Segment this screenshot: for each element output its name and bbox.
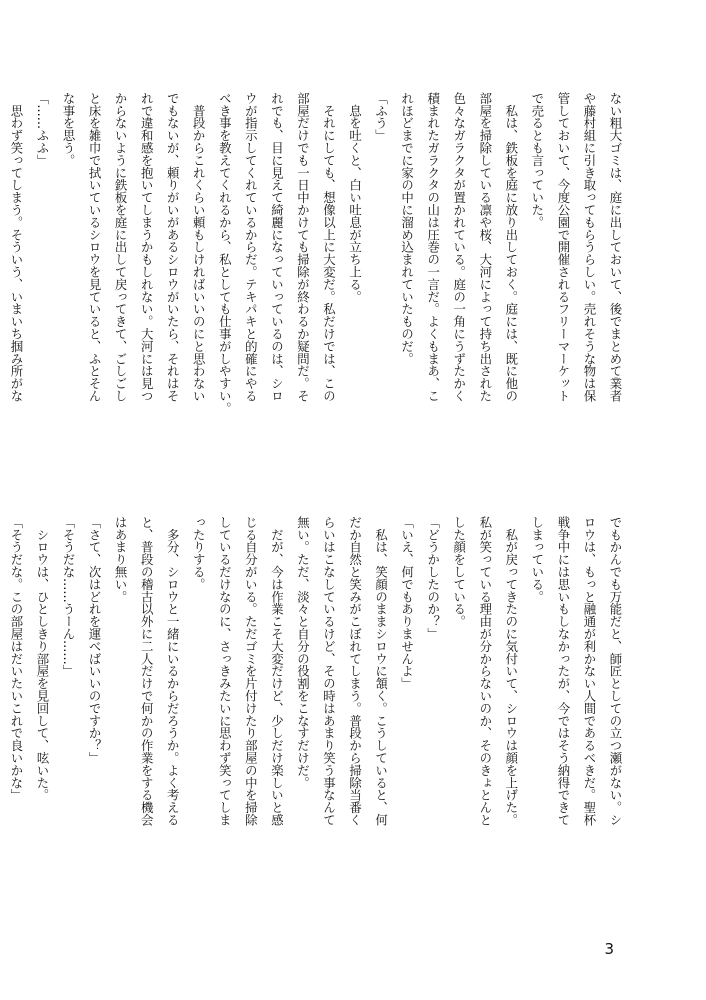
text-line: 私が戻ってきたのに気付いて、シロウは顔を上げた。 (503, 516, 519, 826)
text-line: と、普段の稽古以外に二人だけで何かの作業をする機会 (139, 516, 155, 826)
text-line: れで違和感を抱いてしまうかもしれない。大河には見つ (139, 92, 155, 402)
text-line: れでも、目に見えて綺麗になっていっているのは、シロ (269, 92, 285, 402)
text-line: 「さて、次はどれを運べばいいのですか？」 (87, 516, 103, 764)
page-number: 3 (604, 940, 614, 958)
text-line: べき事を教えてくれるから、私としても仕事がしやすい。 (217, 92, 233, 415)
text-line: や藤村組に引き取ってもらうらしい。売れそうな物は保 (581, 92, 597, 402)
text-line: な事を思う。 (61, 92, 77, 167)
text-line: それにしても、想像以上に大変だ。私だけでは、この (321, 92, 337, 402)
text-line: 「いえ、何でもありませんよ」 (399, 516, 415, 690)
text-line: 戦争中には思いもしなかったが、今ではそう納得できて (555, 516, 571, 826)
text-line: でもかんでも万能だと、師匠としての立つ瀬がない。シ (608, 516, 623, 826)
text-line: 無い。ただ、淡々と自分の役割をこなすだけだ。 (295, 516, 311, 789)
text-line: 息を吐くと、白い吐息が立ち上る。 (347, 92, 363, 303)
text-line: 部屋を掃除している凛や桜、大河によって持ち出された (477, 92, 493, 402)
text-line: 私は、鉄板を庭に放り出しておく。庭には、既に他の (503, 92, 519, 402)
text-line: 部屋だけでも一日中かけても掃除が終わるか疑問だ。そ (295, 92, 311, 402)
text-line: 「そうだな。この部屋はだいたいこれで良いかな」 (8, 516, 24, 802)
text-line: 「どうかしたのか？」 (425, 516, 441, 640)
text-block-upper (8, 92, 628, 512)
text-line: した顔をしている。 (451, 516, 467, 628)
text-line: からないように鉄板を庭に出して戻ってきて、ごしごし (113, 92, 129, 402)
text-line: 「……ふふ」 (34, 92, 50, 167)
text-line: ったりする。 (191, 516, 207, 591)
text-line: ない粗大ゴミは、庭に出しておいて、後でまとめて業者 (608, 92, 623, 402)
text-line: れほどまでに家の中に溜め込まれていたものだ。 (399, 92, 415, 365)
text-line: じる自分がいる。ただゴミを片付けたり部屋の中を掃除 (243, 516, 259, 826)
text-line: 色々なガラクタが置かれている。庭の一角にうずたかく (451, 92, 467, 402)
text-line: 多分、シロウと一緒にいるからだろうか。よく考える (165, 516, 181, 826)
text-line: だか自然と笑みがこぼれてしまう。普段から掃除当番く (347, 516, 363, 826)
text-line: 「ふう」 (373, 92, 389, 142)
text-line: シロウは、ひとしきり部屋を見回して、呟いた。 (34, 516, 50, 802)
text-line: でもないが、頼りがいがあるシロウがいたら、それはそ (165, 92, 181, 402)
text-line: ロウは、もっと融通が利かない人間であるべきだ。聖杯 (581, 516, 597, 826)
text-line: らいはこなしているけど、その時はあまり笑う事なんて (321, 516, 337, 826)
text-line: しているだけなのに、さっきみたいに思わず笑ってしま (217, 516, 233, 826)
text-line: と床を雑巾で拭いているシロウを見ていると、ふとそん (87, 92, 103, 402)
text-line: だが、今は作業こそ大変だけど、少しだけ楽しいと感 (269, 516, 285, 826)
text-line: 普段からこれくらい頼もしければいいのにと思わない (191, 92, 207, 402)
text-line: 思わず笑ってしまう。そういう、いまいち掴み所がな (8, 92, 24, 402)
text-line: しまっている。 (529, 516, 545, 603)
text-line: 私は、笑顔のままシロウに頷く。こうしていると、何 (373, 516, 389, 826)
text-line: 積まれたガラクタの山は圧巻の一言だ。よくもまあ、こ (425, 92, 441, 402)
text-line (0, 516, 3, 936)
text-line: で売るとも言っていた。 (529, 92, 545, 229)
text-line: ウが指示してくれているからだ。テキパキと的確にやる (243, 92, 259, 402)
text-block-lower (8, 516, 628, 936)
text-line: 「そうだな……うーん……」 (61, 516, 77, 678)
text-line: 管しておいて、今度公園で開催されるフリーマーケット (555, 92, 571, 402)
text-line: はあまり無い。 (113, 516, 129, 603)
text-line (0, 92, 3, 512)
text-line: 私が笑っている理由が分からないのか、そのきょとんと (477, 516, 493, 826)
